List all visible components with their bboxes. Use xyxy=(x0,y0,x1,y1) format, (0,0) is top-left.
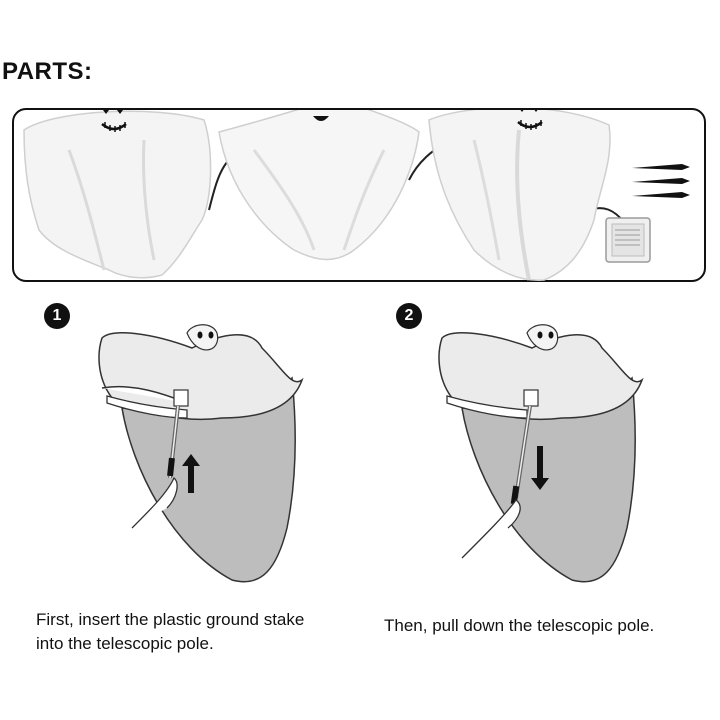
step-1-caption xyxy=(36,608,304,656)
step-2-caption xyxy=(384,614,654,638)
battery-box-icon xyxy=(606,218,650,262)
ghost-2 xyxy=(219,110,419,259)
step-1-caption-line-1: First, insert the plastic ground stake xyxy=(36,610,305,629)
step-2-badge: 2 xyxy=(396,303,422,329)
light-string-wire xyxy=(209,160,229,210)
parts-illustration xyxy=(14,110,708,284)
step-1-illustration xyxy=(92,318,312,590)
step-2-illustration xyxy=(432,318,652,590)
parts-panel xyxy=(12,108,706,282)
ground-stakes-icon xyxy=(632,164,690,198)
parts-title: PARTS: xyxy=(2,58,93,85)
step-2-caption-line-1: Then, pull down the telescopic pole. xyxy=(384,616,655,635)
ghost-1 xyxy=(24,110,211,278)
step-1-badge: 1 xyxy=(44,303,70,329)
ghost-3 xyxy=(429,110,610,280)
step-1-caption-line-2: into the telescopic pole. xyxy=(36,634,214,653)
